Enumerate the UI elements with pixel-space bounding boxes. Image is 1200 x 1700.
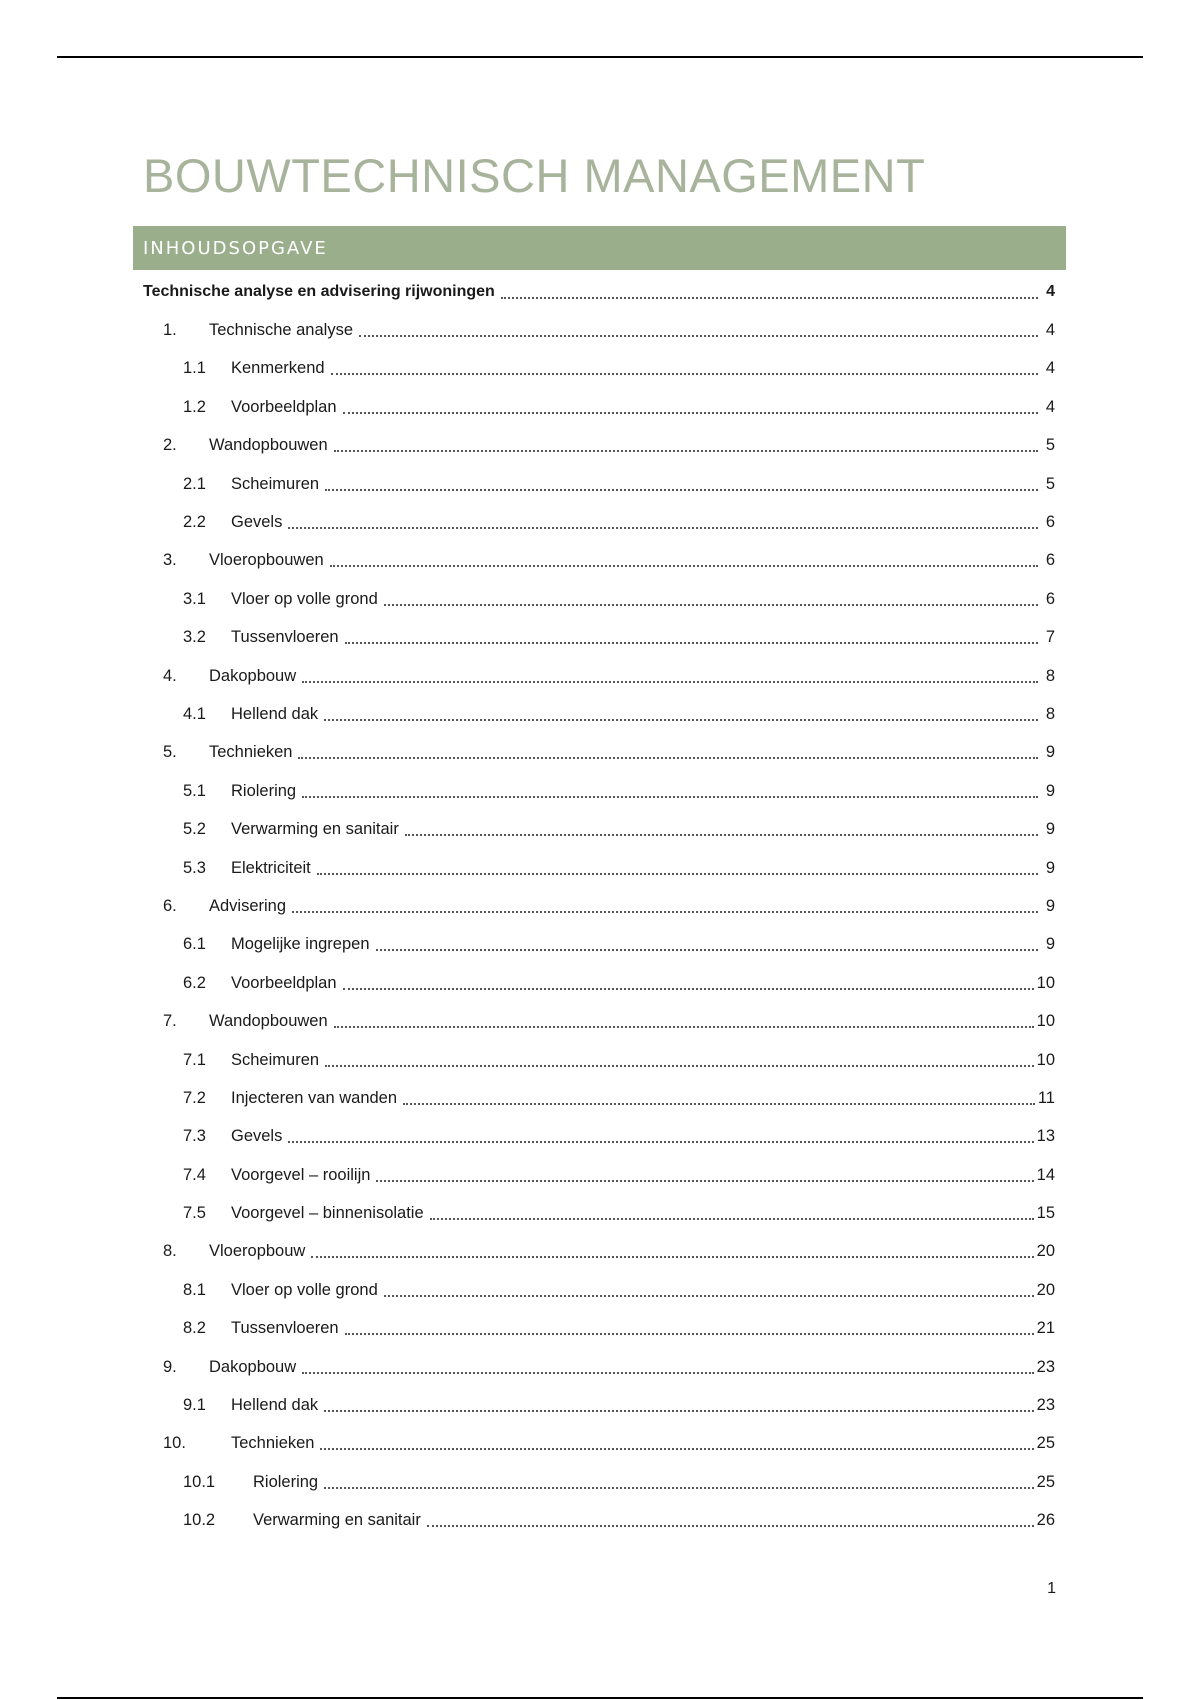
dot-leader (345, 641, 1038, 644)
toc-entry-label: Mogelijke ingrepen (231, 935, 370, 954)
toc-entry-number: 4. (163, 666, 177, 685)
toc-entry-label: Hellend dak (231, 1396, 319, 1415)
toc-entry-label: Kenmerkend (231, 359, 325, 378)
dot-leader (298, 756, 1038, 759)
toc-entry[interactable] (143, 810, 1055, 848)
toc-entry-number: 8.1 (183, 1280, 206, 1299)
toc-entry-label: Elektriciteit (231, 858, 311, 877)
toc-entry[interactable] (143, 427, 1055, 465)
toc-entry-number: 7.3 (183, 1127, 206, 1146)
toc-entry-number: 7.1 (183, 1050, 206, 1069)
toc-entry-page: 8 (1045, 704, 1055, 723)
section-heading: INHOUDSOPGAVE (143, 238, 328, 259)
dot-leader (302, 680, 1038, 683)
section-heading-band (133, 226, 1066, 270)
toc-entry[interactable] (143, 1348, 1055, 1386)
toc-entry[interactable] (143, 388, 1055, 426)
dot-leader (376, 1179, 1033, 1182)
toc-entry-label: Scheimuren (231, 474, 320, 493)
toc-entry-page: 20 (1036, 1280, 1055, 1299)
dot-leader (325, 1064, 1034, 1067)
toc-entry-number: 7.2 (183, 1088, 206, 1107)
toc-entry[interactable] (143, 1386, 1055, 1424)
toc-entry-label: Technische analyse (209, 321, 354, 340)
toc-entry-number: 1.1 (183, 359, 206, 378)
toc-entry-page: 9 (1045, 820, 1055, 839)
toc-entry-number: 8.2 (183, 1319, 206, 1338)
toc-entry[interactable] (143, 350, 1055, 388)
top-rule (57, 56, 1143, 58)
bottom-rule (57, 1697, 1143, 1699)
toc-entry-label: Voorbeeldplan (231, 397, 337, 416)
toc-entry-number: 6.1 (183, 935, 206, 954)
dot-leader (324, 1409, 1034, 1412)
toc-entry-number: 7.4 (183, 1165, 206, 1184)
toc-entry-label: Tussenvloeren (231, 1319, 339, 1338)
toc-entry[interactable] (143, 1502, 1055, 1540)
dot-leader (331, 372, 1038, 375)
toc-entry[interactable] (143, 772, 1055, 810)
toc-entry[interactable] (143, 1425, 1055, 1463)
toc-entry-label: Tussenvloeren (231, 628, 339, 647)
toc-entry[interactable] (143, 273, 1055, 311)
toc-entry-label: Wandopbouwen (209, 436, 328, 455)
toc-entry-page: 4 (1045, 321, 1055, 340)
toc-entry-page: 25 (1036, 1472, 1055, 1491)
toc-entry[interactable] (143, 734, 1055, 772)
toc-entry-number: 9. (163, 1357, 177, 1376)
dot-leader (405, 833, 1038, 836)
toc-entry-number: 3.1 (183, 589, 206, 608)
toc-entry-page: 6 (1045, 551, 1055, 570)
toc-entry-number: 2. (163, 436, 177, 455)
toc-entry[interactable] (143, 1310, 1055, 1348)
dot-leader (403, 1102, 1035, 1105)
toc-entry-page: 10 (1036, 973, 1055, 992)
toc-entry[interactable] (143, 1118, 1055, 1156)
toc-entry-page: 15 (1036, 1204, 1055, 1223)
toc-entry[interactable] (143, 619, 1055, 657)
toc-entry-number: 1.2 (183, 397, 206, 416)
toc-entry-number: 8. (163, 1242, 177, 1261)
toc-entry-label: Voorgevel – rooilijn (231, 1165, 371, 1184)
dot-leader (501, 296, 1038, 299)
toc-entry-number: 6. (163, 896, 177, 915)
toc-entry-page: 13 (1036, 1127, 1055, 1146)
dot-leader (334, 1025, 1034, 1028)
toc-entry-label: Wandopbouwen (209, 1012, 328, 1031)
dot-leader (330, 564, 1038, 567)
dot-leader (334, 449, 1038, 452)
toc-entry-page: 5 (1045, 436, 1055, 455)
toc-entry-label: Vloeropbouw (209, 1242, 306, 1261)
toc-entry-label: Vloer op volle grond (231, 1280, 378, 1299)
toc-entry-label: Dakopbouw (209, 666, 297, 685)
toc-entry-page: 11 (1037, 1088, 1055, 1107)
toc-entry-page: 10 (1036, 1012, 1055, 1031)
toc-entry-number: 10.2 (183, 1511, 216, 1530)
dot-leader (324, 718, 1038, 721)
toc-entry-page: 7 (1045, 628, 1055, 647)
toc-entry-page: 5 (1045, 474, 1055, 493)
toc-entry-number: 2.2 (183, 513, 206, 532)
toc-entry-label: Scheimuren (231, 1050, 320, 1069)
toc-entry-number: 10.1 (183, 1472, 216, 1491)
toc-entry-number: 9.1 (183, 1396, 206, 1415)
toc-entry-number: 7. (163, 1012, 177, 1031)
toc-entry-page: 23 (1036, 1357, 1055, 1376)
dot-leader (292, 910, 1038, 913)
toc-entry[interactable] (143, 311, 1055, 349)
toc-entry-page: 23 (1036, 1396, 1055, 1415)
page-number: 1 (1047, 1580, 1056, 1597)
toc-entry-label: Voorgevel – binnenisolatie (231, 1204, 424, 1223)
toc-entry-number: 6.2 (183, 973, 206, 992)
toc-entry-number: 1. (163, 321, 177, 340)
document-title: BOUWTECHNISCH MANAGEMENT (143, 149, 926, 202)
toc-entry-page: 9 (1045, 935, 1055, 954)
dot-leader (288, 1140, 1033, 1143)
toc-entry[interactable] (143, 1463, 1055, 1501)
dot-leader (384, 603, 1038, 606)
dot-leader (427, 1524, 1034, 1527)
toc-entry-label: Dakopbouw (209, 1357, 297, 1376)
toc-entry-page: 9 (1045, 858, 1055, 877)
dot-leader (288, 526, 1038, 529)
toc-entry-label: Technieken (231, 1434, 315, 1453)
toc-entry-page: 9 (1045, 743, 1055, 762)
toc-entry[interactable] (143, 1156, 1055, 1194)
toc-entry-label: Technische analyse en advisering rijwoningen (143, 283, 495, 301)
toc-entry-number: 5.2 (183, 820, 206, 839)
toc-entry-page: 21 (1036, 1319, 1055, 1338)
toc-entry[interactable] (143, 1079, 1055, 1117)
toc-entry-number: 3. (163, 551, 177, 570)
toc-entry-number: 2.1 (183, 474, 206, 493)
toc-entry[interactable] (143, 580, 1055, 618)
toc-entry-label: Gevels (231, 1127, 283, 1146)
dot-leader (317, 872, 1038, 875)
toc-entry[interactable] (143, 964, 1055, 1002)
toc-entry-page: 14 (1036, 1165, 1055, 1184)
toc-entry-page: 6 (1045, 589, 1055, 608)
toc-entry[interactable] (143, 465, 1055, 503)
toc-entry-number: 3.2 (183, 628, 206, 647)
toc-entry-page: 6 (1045, 513, 1055, 532)
toc-entry-label: Hellend dak (231, 704, 319, 723)
toc-entry-label: Vloer op volle grond (231, 589, 378, 608)
toc-entry[interactable] (143, 926, 1055, 964)
toc-entry[interactable] (143, 1041, 1055, 1079)
dot-leader (343, 987, 1034, 990)
toc-entry-label: Verwarming en sanitair (253, 1511, 421, 1530)
dot-leader (302, 795, 1038, 798)
toc-entry[interactable] (143, 1271, 1055, 1309)
toc-entry-number: 10. (163, 1434, 186, 1453)
toc-entry-label: Riolering (253, 1472, 319, 1491)
toc-entry-label: Riolering (231, 781, 297, 800)
toc-entry-label: Injecteren van wanden (231, 1088, 398, 1107)
toc-entry-number: 5. (163, 743, 177, 762)
toc-entry[interactable] (143, 1233, 1055, 1271)
toc-entry-label: Gevels (231, 513, 283, 532)
dot-leader (384, 1294, 1034, 1297)
toc-entry-page: 26 (1036, 1511, 1055, 1530)
toc-entry-page: 25 (1036, 1434, 1055, 1453)
toc-entry[interactable] (143, 887, 1055, 925)
dot-leader (430, 1217, 1034, 1220)
dot-leader (324, 1486, 1034, 1489)
dot-leader (320, 1447, 1033, 1450)
toc-entry-label: Verwarming en sanitair (231, 820, 399, 839)
toc-entry-number: 7.5 (183, 1204, 206, 1223)
toc-entry-label: Voorbeeldplan (231, 973, 337, 992)
toc-entry[interactable] (143, 1002, 1055, 1040)
toc-entry-label: Advisering (209, 896, 287, 915)
toc-entry-label: Technieken (209, 743, 293, 762)
toc-entry[interactable] (143, 542, 1055, 580)
toc-entry-number: 5.3 (183, 858, 206, 877)
toc-entry-page: 4 (1046, 283, 1055, 301)
toc-entry-page: 4 (1045, 397, 1055, 416)
dot-leader (302, 1371, 1034, 1374)
dot-leader (311, 1255, 1033, 1258)
table-of-contents (143, 273, 1055, 1540)
toc-entry-label: Vloeropbouwen (209, 551, 324, 570)
dot-leader (359, 334, 1038, 337)
toc-entry-page: 20 (1036, 1242, 1055, 1261)
toc-entry-page: 9 (1045, 781, 1055, 800)
toc-entry-number: 4.1 (183, 704, 206, 723)
toc-entry-page: 9 (1045, 896, 1055, 915)
toc-entry-page: 8 (1045, 666, 1055, 685)
toc-entry[interactable] (143, 849, 1055, 887)
dot-leader (343, 411, 1038, 414)
toc-entry[interactable] (143, 695, 1055, 733)
toc-entry-page: 4 (1045, 359, 1055, 378)
toc-entry[interactable] (143, 503, 1055, 541)
dot-leader (325, 488, 1038, 491)
toc-entry[interactable] (143, 1194, 1055, 1232)
dot-leader (376, 948, 1038, 951)
toc-entry-page: 10 (1036, 1050, 1055, 1069)
dot-leader (345, 1332, 1034, 1335)
toc-entry-number: 5.1 (183, 781, 206, 800)
toc-entry[interactable] (143, 657, 1055, 695)
